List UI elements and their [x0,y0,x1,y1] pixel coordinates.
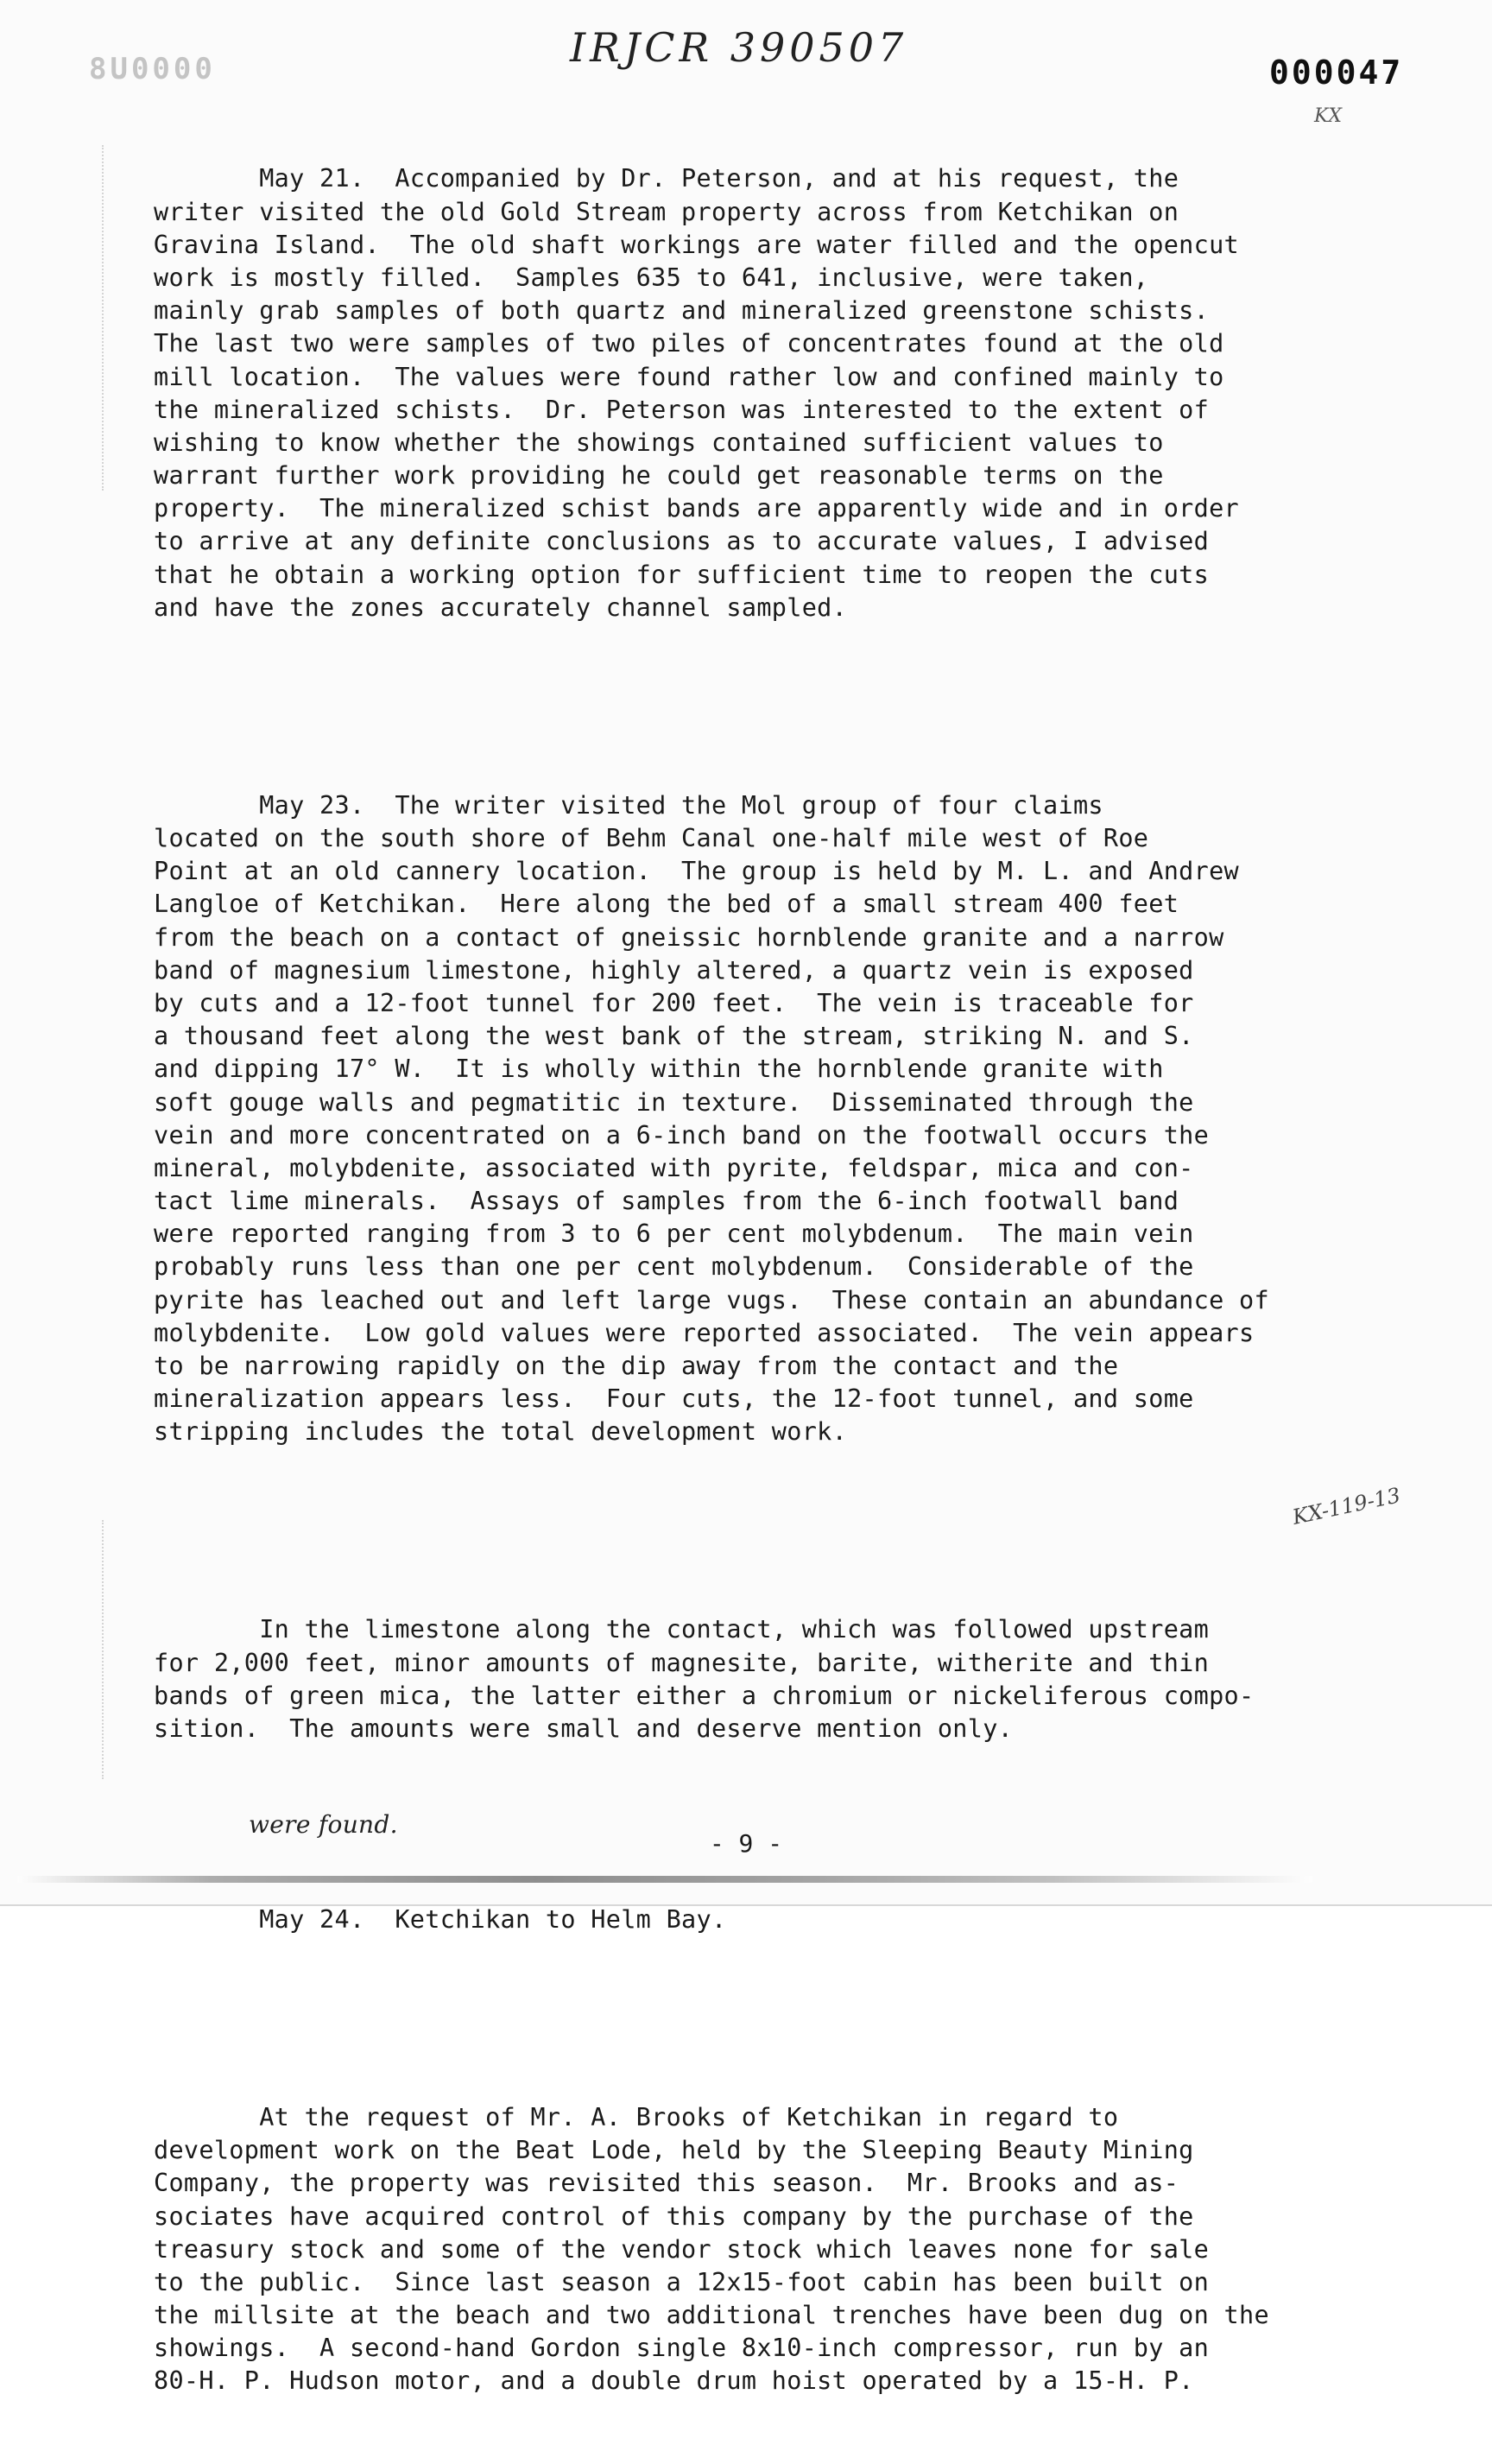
text-line: work is mostly filled. Samples 635 to 641, inclusive, were taken, [154,263,1149,292]
text-line: located on the south shore of Behm Canal one-half mile west of Roe [154,824,1149,853]
text-line: by cuts and a 12-foot tunnel for 200 feet. The vein is traceable for [154,988,1194,1017]
text-line: to arrive at any definite conclusions as to accurate values, I advised [154,527,1210,556]
text-line: vein and more concentrated on a 6-inch band on the footwall occurs the [154,1120,1210,1150]
paragraph-beat-lode [154,2101,1380,2398]
text-line: soft gouge walls and pegmatitic in texture. Disseminated through the [154,1087,1194,1117]
text-line: Company, the property was revisited this season. Mr. Brooks and as- [154,2169,1179,2198]
paragraph-may-21 [154,162,1380,624]
margin-bracket-mark [102,1520,138,1779]
text-line: the mineralized schists. Dr. Peterson was interested to the extent of [154,395,1210,424]
margin-note-kx-reference: KX-119-13 [1290,1483,1403,1530]
text-line: property. The mineralized schist bands are apparently wide and in order [154,494,1240,523]
text-line: mill location. The values were found rather low and confined mainly to [154,362,1224,391]
text-line: pyrite has leached out and left large vugs. These contain an abundance of [154,1285,1269,1314]
text-line: mainly grab samples of both quartz and mineralized greenstone schists. [154,296,1210,326]
text-line: Point at an old cannery location. The group is held by M. L. and Andrew [154,857,1240,886]
text-line: treasury stock and some of the vendor stock which leaves none for sale [154,2234,1210,2264]
text-line: Gravina Island. The old shaft workings are water filled and the opencut [154,230,1240,259]
margin-note-top-right: KX [1314,105,1343,127]
text-line: In the limestone along the contact, which was followed upstream [154,1615,1210,1644]
handwritten-insertion: were found. [249,1809,398,1839]
text-line: to the public. Since last season a 12x15-foot cabin has been built on [154,2267,1210,2296]
text-line: tact lime minerals. Assays of samples from the 6-inch footwall band [154,1187,1179,1216]
text-line: The last two were samples of two piles of concentrates found at the old [154,329,1224,358]
text-line: bands of green mica, the latter either a chromium or nickeliferous compo- [154,1681,1255,1710]
text-line: probably runs less than one per cent molybdenum. Considerable of the [154,1252,1194,1282]
text-line: were reported ranging from 3 to 6 per cent molybdenum. The main vein [154,1219,1194,1249]
text-line: to be narrowing rapidly on the dip away from the contact and the [154,1352,1119,1381]
text-line: At the request of Mr. A. Brooks of Ketchikan in regard to [154,2102,1119,2131]
text-line: May 23. The writer visited the Mol group of four claims [154,790,1103,820]
page-number: - 9 - [709,1829,783,1858]
handwritten-record-id: IRJCR 390507 [570,24,908,71]
text-line: that he obtain a working option for sufficient time to reopen the cuts [154,560,1210,589]
margin-bracket-mark [102,145,138,491]
text-line: from the beach on a contact of gneissic hornblende granite and a narrow [154,922,1224,952]
page-stamp-number: 000047 [1269,54,1404,92]
paragraph-may-24 [154,1903,1380,1936]
text-line: showings. A second-hand Gordon single 8x10-inch compressor, run by an [154,2334,1210,2363]
paragraph-limestone [154,1613,1380,1745]
text-line: band of magnesium limestone, highly altered, a quartz vein is exposed [154,955,1194,985]
text-line: for 2,000 feet, minor amounts of magnesite, barite, witherite and thin [154,1648,1210,1677]
text-line: and have the zones accurately channel sampled. [154,592,848,622]
text-line: wishing to know whether the showings contained sufficient values to [154,428,1164,457]
text-line: molybdenite. Low gold values were reported associated. The vein appears [154,1318,1255,1347]
text-line: mineralization appears less. Four cuts, the 12-foot tunnel, and some [154,1384,1194,1414]
text-line: a thousand feet along the west bank of the stream, striking N. and S. [154,1022,1194,1051]
text-line: mineral, molybdenite, associated with pyrite, feldspar, mica and con- [154,1153,1194,1182]
text-line: writer visited the old Gold Stream property across from Ketchikan on [154,197,1179,226]
scan-edge-artifact [17,1876,1312,1883]
text-line: development work on the Beat Lode, held by the Sleeping Beauty Mining [154,2136,1194,2165]
text-line: stripping includes the total development work. [154,1417,848,1447]
document-body [154,97,1380,2464]
text-line: and dipping 17° W. It is wholly within the hornblende granite with [154,1055,1164,1084]
text-line: May 21. Accompanied by Dr. Peterson, and at his request, the [154,164,1179,193]
text-line: the millsite at the beach and two additional trenches have been dug on the [154,2301,1269,2330]
paragraph-may-23 [154,789,1380,1449]
text-line: 80-H. P. Hudson motor, and a double drum hoist operated by a 15-H. P. [154,2366,1194,2396]
text-line: May 24. Ketchikan to Helm Bay. [154,1904,727,1934]
text-line: warrant further work providing he could get reasonable terms on the [154,461,1164,491]
text-line: sition. The amounts were small and deserve mention only. [154,1713,1014,1743]
text-line: Langloe of Ketchikan. Here along the bed of a small stream 400 feet [154,890,1179,919]
faded-stamp-number: 8U0000 [89,52,216,86]
text-line: sociates have acquired control of this company by the purchase of the [154,2201,1194,2231]
